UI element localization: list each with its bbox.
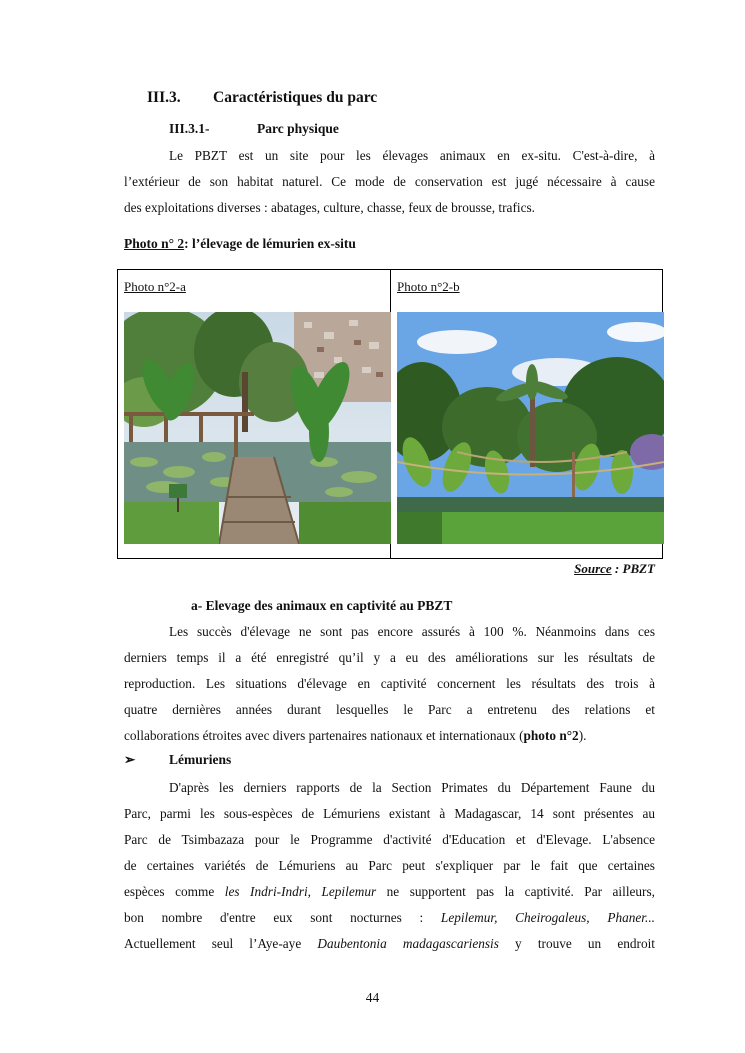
paragraph-line: quatre dernières années durant lesquelles le Parc a entretenu des relations et	[124, 702, 655, 717]
bullet-label: Lémuriens	[169, 752, 232, 767]
paragraph-line: Parc, parmi les sous-espèces de Lémuriens existant à Madagascar, 14 sont présentes au	[124, 806, 655, 821]
line-text: Actuellement seul l’Aye-aye	[124, 936, 318, 951]
source-note	[574, 561, 655, 577]
source-label: Source	[574, 561, 612, 576]
species-names: les Indri-Indri, Lepilemur	[224, 884, 377, 899]
line-text: collaborations étroites avec divers partenaires nationaux et internationaux (	[124, 728, 524, 743]
paragraph-line	[124, 879, 655, 905]
bridge-pond-photo	[124, 312, 391, 544]
photo-label-b: Photo n°2-b	[397, 279, 460, 294]
paragraph-line: Les succès d'élevage ne sont pas encore assurés à 100 %. Néanmoins dans ces	[169, 624, 655, 639]
subsection-title: Parc physique	[257, 121, 339, 136]
photo-label-a: Photo n°2-a	[124, 279, 186, 294]
line-text: y trouve un endroit	[498, 936, 655, 951]
species-names: Lepilemur, Cheirogaleus, Phaner...	[440, 910, 655, 925]
enclosure-photo	[397, 312, 664, 544]
subsection-a-heading: a- Elevage des animaux en captivité au PBZT	[191, 598, 453, 613]
source-text: : PBZT	[611, 561, 655, 576]
paragraph-line: Le PBZT est un site pour les élevages animaux en ex-situ. C'est-à-dire, à	[169, 148, 655, 163]
page-number: 44	[365, 990, 380, 1005]
line-text: ne supportent pas la captivité. Par ailleurs,	[376, 884, 655, 899]
photo-table	[117, 269, 663, 559]
line-text: espèces comme	[124, 884, 225, 899]
section-number: III.3.	[147, 89, 181, 106]
paragraph-line: de certaines variétés de Lémuriens au Parc peut s'expliquer par le fait que certaines	[124, 858, 655, 873]
line-text: bon nombre d'entre eux sont nocturnes :	[124, 910, 441, 925]
photo-reference: photo n°2	[523, 728, 579, 743]
paragraph-line: l’extérieur de son habitat naturel. Ce mode de conservation est jugé nécessaire à cause	[124, 174, 655, 189]
paragraph-line: des exploitations diverses : abatages, culture, chasse, feux de brousse, trafics.	[124, 200, 535, 215]
lemur-paragraph	[124, 775, 655, 957]
captivity-paragraph	[124, 619, 655, 749]
section-heading	[147, 89, 377, 107]
caption-label: Photo n° 2	[124, 236, 185, 251]
paragraph-line: reproduction. Les situations d'élevage en captivité concernent les résultats des trois à	[124, 676, 655, 691]
paragraph-line	[124, 931, 655, 957]
paragraph-line: derniers temps il a été enregistré qu’il y a eu des améliorations sur les résultats de	[124, 650, 655, 665]
paragraph-line: Parc de Tsimbazaza pour le Programme d'activité d'Education et d'Elevage. L'absence	[124, 832, 655, 847]
section-title: Caractéristiques du parc	[213, 89, 378, 106]
bullet-heading	[124, 752, 231, 768]
photo-caption	[124, 236, 356, 252]
subsection-heading	[169, 121, 339, 137]
caption-text: : l’élevage de lémurien ex-situ	[184, 236, 356, 251]
paragraph-line: D'après les derniers rapports de la Section Primates du Département Faune du	[169, 780, 655, 795]
paragraph-line	[124, 905, 655, 931]
arrow-bullet-icon: ➢	[124, 752, 136, 767]
intro-paragraph	[124, 143, 655, 221]
line-text: ).	[578, 728, 587, 743]
paragraph-line	[124, 723, 655, 749]
subsection-number: III.3.1-	[169, 121, 210, 136]
species-names: Daubentonia madagascariensis	[317, 936, 499, 951]
